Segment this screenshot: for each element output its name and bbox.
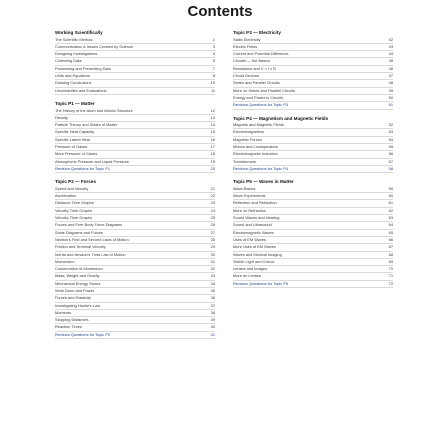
toc-entry-title: Distance-Time Graphs [55,200,94,206]
section-heading: Topic P5 — Waves in Matter [233,179,294,185]
toc-entry-title: Uses of EM Waves [233,236,266,242]
toc-entry-page-number: 65 [388,229,393,235]
toc-entry-title: Revision Questions for Topic P3 [233,102,289,108]
toc-entry-page-number: 64 [388,222,393,228]
toc-entry-page-number: 2 [212,36,215,42]
toc-entry-title: Inertia and Newton's Third Law of Motion [55,251,126,257]
toc-entry[interactable] [55,166,215,173]
toc-entry-page-number: 69 [388,258,393,264]
toc-entry[interactable] [55,159,215,166]
toc-entry[interactable] [233,186,393,193]
toc-entry-title: The History of the Atom and Atomic Structure [55,107,133,113]
toc-entry[interactable] [55,303,215,310]
section-heading: Topic P4 — Magnetism and Magnetic Fields [233,115,329,121]
toc-entry-title: Electric Fields [233,43,258,49]
toc-entry[interactable] [55,208,215,215]
toc-entry[interactable] [55,80,215,87]
toc-entry[interactable] [233,44,393,51]
toc-section [233,30,393,110]
toc-entry[interactable] [233,95,393,102]
toc-entry[interactable] [233,259,393,266]
toc-entry-title: Wave Basics [233,185,256,191]
toc-entry-page-number: 16 [210,136,215,142]
toc-entry[interactable] [55,122,215,129]
toc-entry[interactable] [233,151,393,158]
toc-entry[interactable] [233,273,393,280]
toc-entry-page-number: 12 [210,107,215,113]
toc-entry-title: Specific Latent Heat [55,136,90,142]
toc-entry-title: Wave Experiments [233,193,266,199]
toc-entry-title: Momentum [55,258,75,264]
toc-entry-page-number: 17 [210,144,215,150]
toc-entry-page-number: 60 [388,193,393,199]
toc-entry-title: Revision Questions for Topic P2 [55,331,111,337]
toc-entry-page-number: 33 [210,273,215,279]
toc-entry-page-number: 39 [210,317,215,323]
toc-entry-page-number: 37 [210,302,215,308]
page-title: Contents [187,3,253,20]
toc-entry[interactable] [55,73,215,80]
toc-entry-title: Revision Questions for Topic P1 [55,165,111,171]
toc-entry[interactable] [55,151,215,158]
toc-entry[interactable] [233,159,393,166]
toc-entry-page-number: 51 [388,102,393,108]
toc-entry[interactable] [55,317,215,324]
toc-entry-page-number: 54 [388,136,393,142]
toc-entry-page-number: 30 [210,251,215,257]
toc-entry-page-number: 53 [388,129,393,135]
toc-entry-page-number: 4 [212,51,215,57]
toc-entry-title: Visible Light and Colour [233,258,275,264]
toc-entry[interactable] [233,244,393,251]
toc-entry[interactable] [55,259,215,266]
toc-entry-page-number: 70 [388,266,393,272]
toc-entry[interactable] [55,137,215,144]
toc-entry-title: Revision Questions for Topic P5 [233,280,289,286]
toc-entry[interactable] [55,273,215,280]
toc-entry-title: Mechanical Energy Stores [55,280,101,286]
toc-entry-title: Waves and Medical Imaging [233,251,282,257]
toc-entry-title: Magnets and Magnetic Fields [233,122,284,128]
toc-entry[interactable] [55,252,215,259]
toc-entry-page-number: 31 [210,258,215,264]
toc-entry[interactable] [55,193,215,200]
toc-entry-title: Lenses and Images [233,266,267,272]
toc-entry[interactable] [55,51,215,58]
toc-entry-page-number: 23 [210,200,215,206]
toc-entry[interactable] [55,115,215,122]
toc-entry[interactable] [233,51,393,58]
toc-entry-page-number: 62 [388,207,393,213]
toc-entry-title: More on Refraction [233,207,267,213]
toc-entry[interactable] [55,222,215,229]
toc-entry-title: Uncertainties and Evaluations [55,87,107,93]
toc-entry-page-number: 38 [210,309,215,315]
toc-entry-page-number: 20 [210,165,215,171]
toc-entry[interactable] [233,80,393,87]
toc-entry-page-number: 18 [210,151,215,157]
left-column [55,30,215,345]
toc-entry-page-number: 71 [388,273,393,279]
toc-entry-page-number: 13 [210,114,215,120]
toc-entry[interactable] [55,215,215,222]
toc-entry-page-number: 41 [210,331,215,337]
toc-entry[interactable] [55,332,215,339]
toc-entry-page-number: 36 [210,295,215,301]
toc-entry-title: Work Done and Power [55,287,95,293]
toc-entry-title: Velocity-Time Graphs [55,207,93,213]
toc-entry-title: The Scientific Method [55,36,93,42]
toc-entry-page-number: 14 [210,122,215,128]
toc-entry-title: Circuits — the Basics [233,58,270,64]
toc-entry[interactable] [233,193,393,200]
toc-entry-page-number: 40 [210,324,215,330]
toc-entry-page-number: 29 [210,244,215,250]
toc-entry-page-number: 72 [388,280,393,286]
toc-entry-title: Reflection and Refraction [233,200,277,206]
toc-section [55,179,215,339]
toc-entry[interactable] [55,295,215,302]
toc-entry-title: Speed and Velocity [55,185,89,191]
toc-entry-page-number: 46 [388,65,393,71]
toc-entry-page-number: 27 [210,229,215,235]
toc-entry-title: Investigating Hooke's Law [55,302,101,308]
toc-entry-title: Electromagnetic Waves [233,229,274,235]
toc-entry-title: Designing Investigations [55,51,98,57]
toc-entry-page-number: 32 [210,266,215,272]
toc-entry-title: Mass, Weight and Gravity [55,273,100,279]
toc-entry[interactable] [55,310,215,317]
toc-entry-title: Sound Waves and Hearing [233,215,280,221]
toc-entry-title: More Pressure of Gases [55,151,98,157]
toc-entry-title: Electromagnetism [233,129,265,135]
toc-entry-title: Energy and Power in Circuits [233,94,284,100]
toc-entry-page-number: 56 [388,151,393,157]
toc-entry-title: Atmospheric Pressure and Liquid Pressure [55,158,129,164]
toc-entry[interactable] [233,37,393,44]
toc-entry-page-number: 52 [388,122,393,128]
toc-entry-page-number: 59 [388,185,393,191]
toc-entry-title: Units and Equations [55,73,90,79]
section-heading: Working Scientifically [55,30,103,35]
toc-entry-title: Resistance and V = I x R [233,65,276,71]
toc-entry[interactable] [55,44,215,51]
toc-entry[interactable] [55,129,215,136]
toc-entry-page-number: 26 [210,222,215,228]
toc-entry-title: Electromagnetic Induction [233,151,278,157]
toc-entry[interactable] [55,266,215,273]
toc-entry[interactable] [55,58,215,65]
toc-section [233,179,393,288]
toc-entry[interactable] [233,73,393,80]
toc-entry[interactable] [55,108,215,115]
toc-entry[interactable] [233,230,393,237]
section-heading: Topic P1 — Matter [55,100,95,106]
toc-entry-page-number: 19 [210,158,215,164]
toc-entry-page-number: 42 [388,36,393,42]
toc-entry[interactable] [233,166,393,173]
toc-entry[interactable] [233,129,393,136]
toc-entry-title: Forces and Free Body Force Diagrams [55,222,123,228]
toc-entry[interactable] [233,266,393,273]
toc-entry-page-number: 8 [212,73,215,79]
toc-entry[interactable] [233,144,393,151]
toc-entry-page-number: 10 [210,80,215,86]
toc-entry[interactable] [55,200,215,207]
toc-entry-title: Pressure of Gases [55,144,88,150]
toc-entry-page-number: 58 [388,165,393,171]
toc-entry-title: Static Electricity [233,36,261,42]
toc-entry-title: More Uses of EM Waves [233,244,276,250]
toc-entry-title: Scale Diagrams and Forces [55,229,104,235]
toc-entry-page-number: 28 [210,236,215,242]
toc-entry[interactable] [55,281,215,288]
toc-entry-title: Acceleration [55,193,77,199]
toc-entry[interactable] [55,66,215,73]
toc-entry[interactable] [55,244,215,251]
toc-entry-page-number: 61 [388,200,393,206]
toc-entry[interactable] [55,237,215,244]
toc-entry-title: Sound and Ultrasound [233,222,272,228]
section-heading: Topic P3 — Electricity [233,30,281,35]
toc-entry-page-number: 49 [388,87,393,93]
toc-entry[interactable] [233,88,393,95]
toc-entry-title: Newton's First and Second Laws of Motion [55,236,129,242]
toc-entry-page-number: 67 [388,244,393,250]
toc-entry-page-number: 55 [388,144,393,150]
toc-entry-page-number: 15 [210,129,215,135]
toc-entry[interactable] [233,252,393,259]
toc-entry[interactable] [55,88,215,95]
toc-entry-page-number: 21 [210,185,215,191]
toc-entry-page-number: 66 [388,236,393,242]
toc-entry-page-number: 11 [210,87,215,93]
toc-entry-page-number: 7 [212,65,215,71]
toc-entry-title: Friction and Terminal Velocity [55,244,106,250]
toc-entry-page-number: 48 [388,80,393,86]
toc-entry[interactable] [233,102,393,109]
toc-entry-title: Series and Parallel Circuits [233,80,280,86]
toc-entry[interactable] [233,215,393,222]
toc-entry-page-number: 44 [388,51,393,57]
toc-entry-title: Magnetic Forces [233,136,262,142]
toc-entry[interactable] [55,288,215,295]
toc-entry-title: Transformers [233,158,256,164]
toc-entry-title: Processing and Presenting Data [55,65,111,71]
toc-entry-page-number: 3 [212,43,215,49]
toc-entry-page-number: 63 [388,215,393,221]
toc-entry[interactable] [55,186,215,193]
toc-entry[interactable] [55,37,215,44]
toc-entry-title: Motors and Loudspeakers [233,144,278,150]
toc-entry-title: Collecting Data [55,58,82,64]
toc-entry-title: More on Lenses [233,273,261,279]
toc-entry-page-number: 5 [212,58,215,64]
toc-entry-title: Revision Questions for Topic P4 [233,165,289,171]
toc-entry-title: Communication & Issues Created by Science [55,43,134,49]
toc-entry-page-number: 24 [210,207,215,213]
toc-entry[interactable] [233,66,393,73]
toc-entry-title: Circuit Devices [233,73,259,79]
toc-entry-page-number: 45 [388,58,393,64]
toc-entry-page-number: 34 [210,280,215,286]
toc-entry-title: Current and Potential Difference [233,51,289,57]
toc-entry-page-number: 50 [388,94,393,100]
toc-entry-page-number: 68 [388,251,393,257]
toc-section [55,30,215,95]
toc-entry-title: Drawing Conclusions [55,80,92,86]
toc-entry[interactable] [233,237,393,244]
toc-entry[interactable] [55,144,215,151]
toc-entry-title: Forces and Elasticity [55,295,91,301]
toc-entry[interactable] [55,324,215,331]
toc-entry[interactable] [233,58,393,65]
toc-entry-title: Velocity-Time Graphs [55,215,93,221]
toc-entry[interactable] [233,200,393,207]
toc-entry-title: Conservation of Momentum [55,266,103,272]
toc-section [55,101,215,173]
toc-entry[interactable] [233,208,393,215]
toc-entry-page-number: 57 [388,158,393,164]
toc-section [233,116,393,174]
toc-entry[interactable] [233,281,393,288]
toc-entry-page-number: 35 [210,287,215,293]
section-heading: Topic P2 — Forces [55,179,97,185]
toc-entry-title: Reaction Times [55,324,82,330]
toc-entry[interactable] [233,122,393,129]
toc-entry-title: Specific Heat Capacity [55,129,95,135]
right-column [233,30,393,294]
toc-entry-page-number: 25 [210,215,215,221]
toc-entry-title: Particle Theory and States of Matter [55,122,118,128]
toc-entry-title: Density [55,114,68,120]
toc-entry-title: More on Series and Parallel Circuits [233,87,296,93]
toc-entry[interactable] [233,222,393,229]
toc-entry-title: Moments [55,309,71,315]
toc-entry[interactable] [233,137,393,144]
toc-entry-title: Stopping Distances [55,317,89,323]
toc-entry-page-number: 22 [210,193,215,199]
toc-entry-page-number: 43 [388,43,393,49]
toc-entry-page-number: 47 [388,73,393,79]
toc-entry[interactable] [55,230,215,237]
